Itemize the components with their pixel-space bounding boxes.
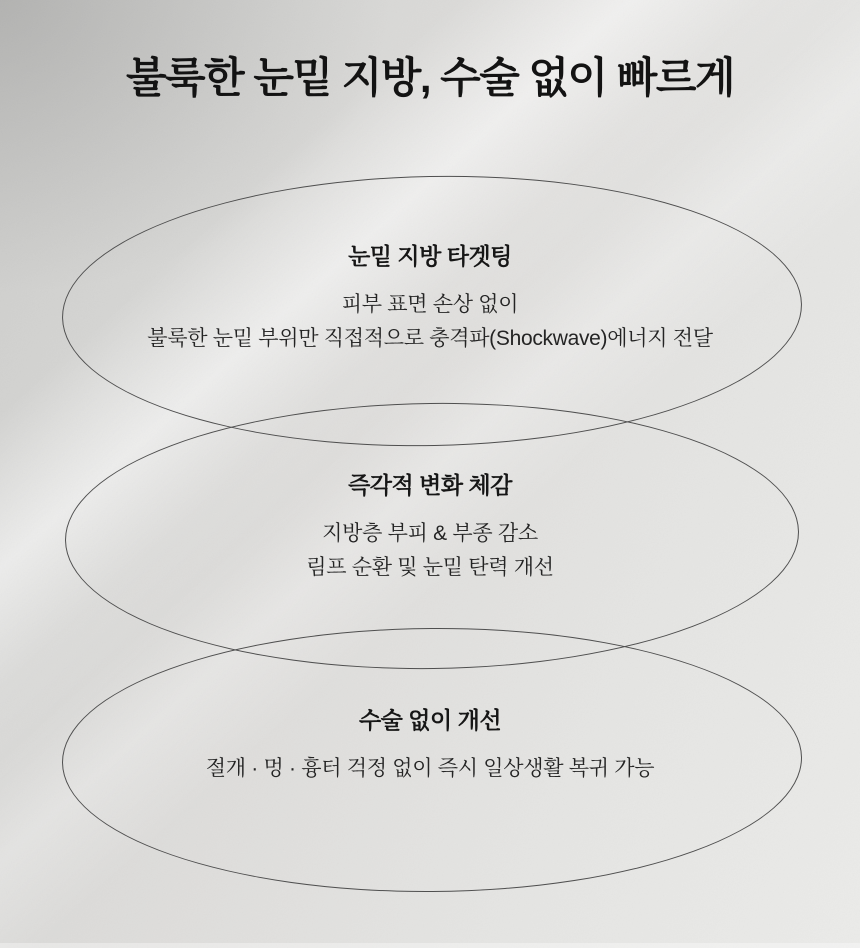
section-heading: 즉각적 변화 체감 [348,472,512,498]
section-no-surgery [0,706,860,786]
body-line: 절개 · 멍 · 흉터 걱정 없이 즉시 일상생활 복귀 가능 [205,757,655,780]
section-body [0,288,860,356]
section-immediate-change [0,471,860,585]
body-line: 지방층 부피 & 부종 감소 [322,522,538,545]
body-line: 피부 표면 손상 없이 [341,293,519,316]
section-heading: 눈밑 지방 타겟팅 [348,243,512,269]
section-body [0,517,860,585]
body-line: 림프 순환 및 눈밑 탄력 개선 [306,556,554,579]
page-title: 불룩한 눈밑 지방, 수술 없이 빠르게 [125,54,735,101]
body-line: 불룩한 눈밑 부위만 직접적으로 충격파(Shockwave)에너지 전달 [147,327,713,350]
section-fat-targeting [0,242,860,356]
section-heading: 수술 없이 개선 [358,707,502,733]
section-body [0,752,860,786]
